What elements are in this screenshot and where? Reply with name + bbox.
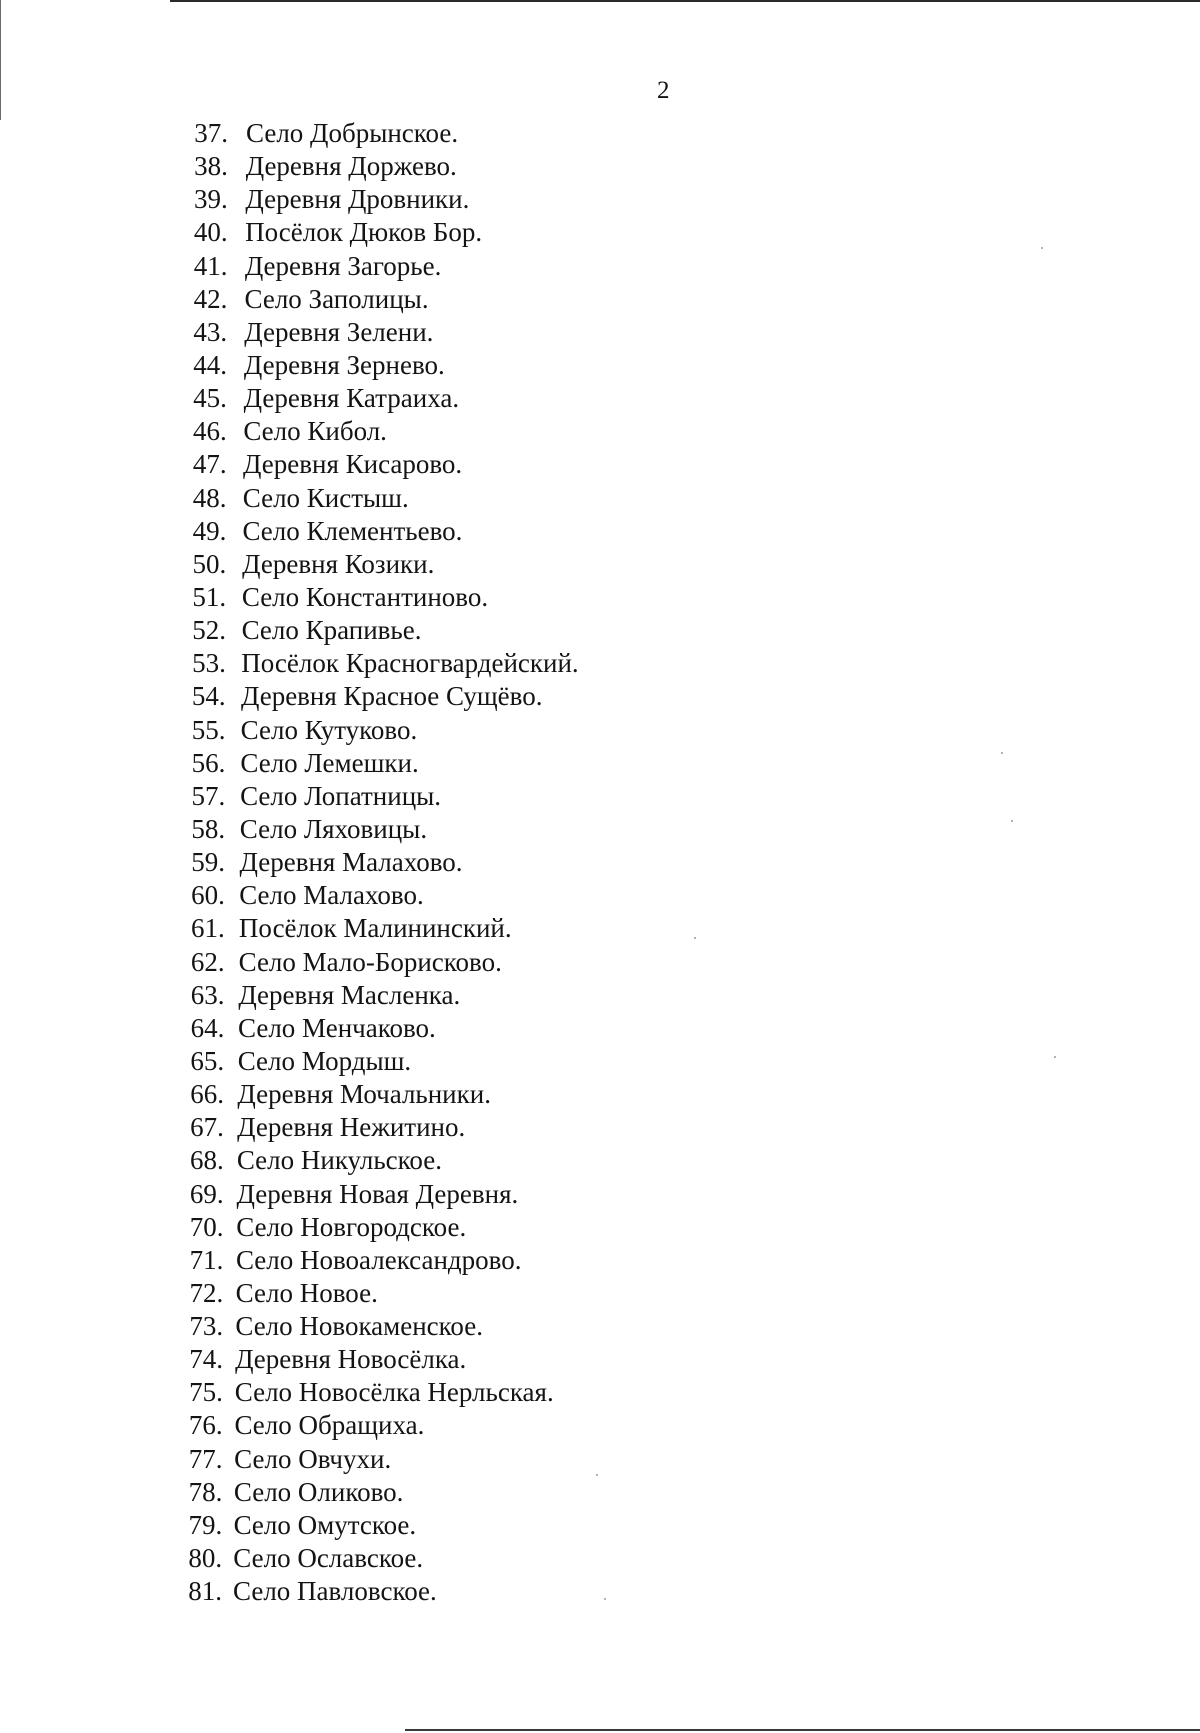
list-item-text: Село Крапивье. (241, 615, 422, 646)
list-item (0, 183, 1200, 216)
list-item (0, 581, 1200, 614)
list-item-number: 64. (190, 1012, 225, 1043)
list-item (0, 1310, 1200, 1343)
list-item-text: Село Новоалександрово. (235, 1244, 522, 1275)
list-item-number: 40. (193, 217, 228, 248)
list-item-text: Село Клементьево. (242, 515, 463, 546)
list-item-text: Село Овчухи. (234, 1443, 392, 1474)
list-item (0, 382, 1200, 415)
list-item-text: Село Обращиха. (234, 1410, 425, 1441)
list-item-number: 61. (190, 913, 225, 944)
list-item-number: 56. (191, 747, 226, 778)
list-item (0, 1542, 1200, 1575)
list-item (0, 1045, 1200, 1078)
list-item-text: Село Оликово. (233, 1476, 404, 1507)
list-item (0, 216, 1200, 249)
list-item-number: 72. (189, 1277, 224, 1308)
list-item (0, 912, 1200, 945)
list-item-text: Деревня Кисарово. (243, 449, 463, 480)
list-item (0, 1575, 1200, 1608)
list-item-number: 69. (189, 1178, 224, 1209)
list-item-number: 38. (194, 151, 228, 182)
list-item (0, 1376, 1200, 1409)
list-item (0, 979, 1200, 1012)
list-item-number: 44. (193, 349, 228, 380)
list-item-number: 57. (191, 780, 226, 811)
list-item-text: Село Заполицы. (244, 283, 429, 314)
list-item-number: 37. (194, 118, 228, 148)
list-item-text: Село Павловское. (233, 1576, 437, 1607)
list-item-number: 47. (192, 449, 227, 480)
list-item-number: 79. (188, 1509, 223, 1540)
list-item-number: 74. (189, 1344, 223, 1375)
list-item (0, 1343, 1200, 1376)
list-item (0, 548, 1200, 581)
list-item-number: 63. (190, 979, 225, 1010)
list-item (0, 747, 1200, 780)
list-item-number: 76. (188, 1410, 223, 1441)
list-item-number: 54. (191, 681, 226, 712)
list-item-text: Село Новгородское. (236, 1211, 467, 1242)
scan-edge-top (170, 0, 1200, 2)
list-item (0, 1178, 1200, 1211)
list-item-number: 45. (193, 383, 227, 414)
list-item-text: Село Кибол. (243, 416, 387, 447)
list-item-text: Деревня Красное Сущёво. (240, 681, 543, 712)
list-item (0, 1012, 1200, 1045)
list-item-number: 77. (188, 1443, 223, 1474)
list-item-number: 68. (190, 1145, 224, 1176)
list-item-number: 71. (189, 1244, 224, 1275)
list-item-number: 42. (193, 283, 228, 314)
list-item (0, 1078, 1200, 1111)
list-item-text: Село Кутуково. (240, 714, 418, 745)
list-item-text: Деревня Дровники. (245, 184, 470, 215)
list-item (0, 1144, 1200, 1177)
list-item (0, 946, 1200, 979)
list-item (0, 515, 1200, 548)
list-item-text: Деревня Козики. (242, 548, 435, 579)
list-item-text: Село Мордыш. (237, 1045, 412, 1076)
list-item-text: Село Добрынское. (246, 118, 459, 148)
list-item-text: Село Кистыш. (242, 482, 409, 513)
list-item-number: 73. (189, 1311, 224, 1342)
list-item-number: 66. (190, 1079, 225, 1110)
list-item (0, 879, 1200, 912)
list-item-text: Деревня Доржево. (245, 151, 457, 182)
list-item (0, 780, 1200, 813)
list-item-text: Село Мало-Борисково. (238, 946, 502, 977)
scan-edge-bottom (405, 1729, 1200, 1731)
list-item (0, 1277, 1200, 1310)
list-item-text: Деревня Малахово. (239, 847, 463, 878)
list-item-text: Деревня Катраиха. (243, 383, 460, 414)
list-item-number: 48. (192, 482, 227, 513)
list-item-text: Село Новокаменское. (235, 1311, 483, 1342)
list-item (0, 1443, 1200, 1476)
list-item (0, 415, 1200, 448)
list-item (0, 448, 1200, 481)
list-item-text: Посёлок Красногвардейский. (241, 648, 579, 679)
list-item-text: Село Малахово. (239, 880, 424, 911)
list-item (0, 813, 1200, 846)
list-item-number: 49. (192, 515, 227, 546)
list-item-number: 50. (192, 548, 227, 579)
list-item-number: 53. (192, 648, 226, 679)
list-item-text: Село Менчаково. (238, 1012, 436, 1043)
settlement-list (0, 117, 1200, 1608)
list-item-number: 39. (193, 184, 228, 215)
list-item-number: 81. (188, 1576, 222, 1607)
list-item-number: 67. (190, 1112, 224, 1143)
list-item-text: Деревня Мочальники. (237, 1079, 491, 1110)
list-item-text: Деревня Масленка. (238, 979, 461, 1010)
list-item (0, 1244, 1200, 1277)
page-number: 2 (657, 77, 670, 104)
list-item-text: Село Новое. (235, 1277, 378, 1308)
list-item-text: Деревня Загорье. (244, 250, 442, 281)
list-item-number: 75. (189, 1377, 223, 1408)
list-item-number: 52. (192, 615, 226, 646)
list-item (0, 1111, 1200, 1144)
list-item (0, 647, 1200, 680)
list-item (0, 349, 1200, 382)
list-item (0, 150, 1200, 183)
list-item (0, 117, 1200, 150)
list-item-text: Посёлок Малининский. (238, 913, 512, 944)
list-item (0, 1211, 1200, 1244)
list-item-text: Село Омутское. (233, 1509, 417, 1540)
list-item-text: Посёлок Дюков Бор. (245, 217, 483, 248)
list-item-text: Село Лопатницы. (240, 780, 442, 811)
list-item (0, 846, 1200, 879)
list-item-text: Деревня Зелени. (244, 316, 434, 347)
list-item-text: Деревня Новая Деревня. (236, 1178, 519, 1209)
list-item (0, 1476, 1200, 1509)
list-item-text: Село Ляховицы. (239, 813, 428, 844)
list-item-number: 43. (193, 316, 228, 347)
list-item (0, 1509, 1200, 1542)
list-item-text: Село Никульское. (236, 1145, 442, 1176)
list-item (0, 680, 1200, 713)
list-item-number: 78. (188, 1476, 223, 1507)
list-item-number: 58. (191, 813, 226, 844)
list-item-text: Село Лемешки. (240, 747, 419, 778)
list-item (0, 250, 1200, 283)
list-item-number: 62. (190, 946, 225, 977)
list-item-number: 65. (190, 1045, 225, 1076)
list-item-number: 55. (191, 714, 226, 745)
list-item (0, 1409, 1200, 1442)
list-item-number: 41. (193, 250, 228, 281)
list-item (0, 482, 1200, 515)
list-item-text: Деревня Зернево. (243, 349, 445, 380)
list-item-text: Село Ославское. (233, 1543, 424, 1574)
list-item-number: 46. (193, 416, 227, 447)
list-item-text: Деревня Новосёлка. (235, 1344, 467, 1375)
list-item-number: 80. (188, 1543, 223, 1574)
list-item (0, 714, 1200, 747)
list-item-text: Село Константиново. (241, 581, 489, 612)
list-item (0, 614, 1200, 647)
list-item-text: Деревня Нежитино. (237, 1112, 466, 1143)
list-item-number: 59. (191, 847, 225, 878)
list-item-text: Село Новосёлка Нерльская. (234, 1377, 554, 1408)
list-item-number: 70. (189, 1211, 224, 1242)
list-item-number: 60. (191, 880, 225, 911)
list-item (0, 316, 1200, 349)
scan-edge-left (0, 0, 1, 120)
list-item-number: 51. (192, 581, 227, 612)
list-item (0, 283, 1200, 316)
